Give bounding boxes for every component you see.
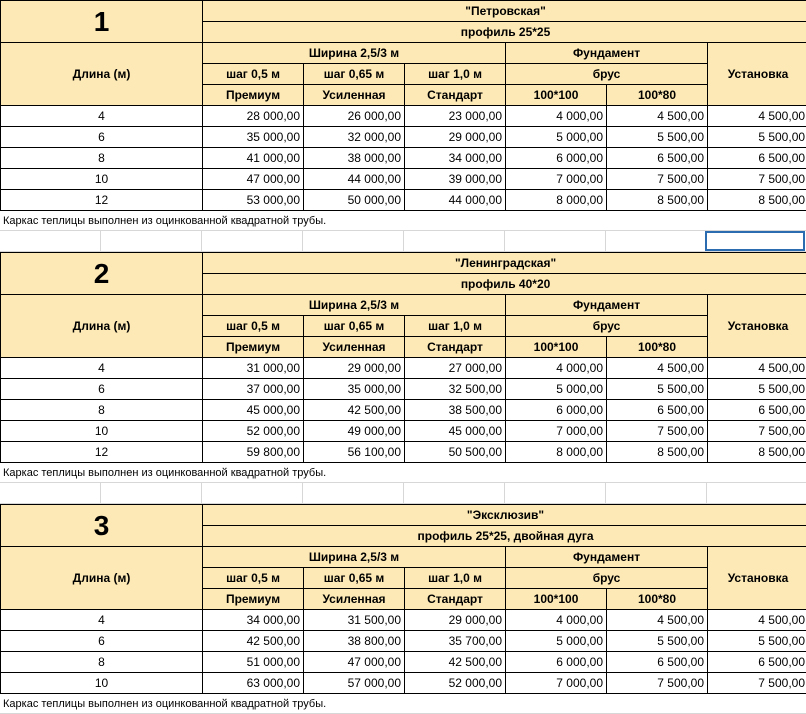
step-header[interactable]: шаг 0,65 м: [304, 64, 405, 85]
price-cell[interactable]: 63 000,00: [203, 673, 304, 694]
price-cell[interactable]: 29 000,00: [405, 610, 506, 631]
price-block-2: [0, 252, 806, 483]
price-cell[interactable]: 5 500,00: [607, 127, 708, 148]
beam-size-header[interactable]: 100*100: [506, 589, 607, 610]
price-cell[interactable]: 50 000,00: [304, 190, 405, 211]
price-cell[interactable]: 6 000,00: [506, 652, 607, 673]
block-note[interactable]: Каркас теплицы выполнен из оцинкованной квадратной трубы.: [0, 463, 806, 483]
price-cell[interactable]: 5 000,00: [506, 127, 607, 148]
grade-header[interactable]: Стандарт: [405, 337, 506, 358]
length-header[interactable]: Длина (м): [1, 547, 203, 610]
length-cell[interactable]: 8: [1, 148, 203, 169]
beam-size-header[interactable]: 100*100: [506, 337, 607, 358]
price-cell[interactable]: 37 000,00: [203, 379, 304, 400]
price-cell[interactable]: 31 000,00: [203, 358, 304, 379]
step-header[interactable]: шаг 1,0 м: [405, 316, 506, 337]
price-cell[interactable]: 6 500,00: [708, 652, 806, 673]
price-cell[interactable]: 8 000,00: [506, 442, 607, 463]
table-row: [1, 610, 806, 631]
price-cell[interactable]: 45 000,00: [405, 421, 506, 442]
table-row: [1, 400, 806, 421]
price-cell[interactable]: 4 500,00: [607, 358, 708, 379]
price-cell[interactable]: 41 000,00: [203, 148, 304, 169]
beam-header[interactable]: брус: [506, 568, 708, 589]
price-cell[interactable]: 44 000,00: [405, 190, 506, 211]
price-cell[interactable]: 6 000,00: [506, 400, 607, 421]
model-name[interactable]: "Эксклюзив": [203, 505, 806, 526]
grade-header[interactable]: Премиум: [203, 337, 304, 358]
price-cell[interactable]: 7 000,00: [506, 169, 607, 190]
price-cell[interactable]: 8 500,00: [607, 190, 708, 211]
price-cell[interactable]: 5 000,00: [506, 379, 607, 400]
price-cell[interactable]: 6 500,00: [607, 400, 708, 421]
price-cell[interactable]: 26 000,00: [304, 106, 405, 127]
length-cell[interactable]: 12: [1, 442, 203, 463]
step-header[interactable]: шаг 0,5 м: [203, 316, 304, 337]
step-header[interactable]: шаг 0,5 м: [203, 568, 304, 589]
price-cell[interactable]: 38 800,00: [304, 631, 405, 652]
price-cell[interactable]: 27 000,00: [405, 358, 506, 379]
length-cell[interactable]: 12: [1, 190, 203, 211]
empty-row[interactable]: [0, 231, 806, 252]
width-header[interactable]: Ширина 2,5/3 м: [203, 547, 506, 568]
price-cell[interactable]: 38 500,00: [405, 400, 506, 421]
price-cell[interactable]: 29 000,00: [405, 127, 506, 148]
table-row: [1, 358, 806, 379]
price-cell[interactable]: 35 000,00: [304, 379, 405, 400]
price-cell[interactable]: 7 000,00: [506, 421, 607, 442]
price-cell[interactable]: 29 000,00: [304, 358, 405, 379]
price-cell[interactable]: 44 000,00: [304, 169, 405, 190]
beam-size-header[interactable]: 100*80: [607, 589, 708, 610]
profile-label[interactable]: профиль 25*25, двойная дуга: [203, 526, 806, 547]
price-cell[interactable]: 4 500,00: [708, 106, 806, 127]
table-row: [1, 106, 806, 127]
beam-size-header[interactable]: 100*80: [607, 85, 708, 106]
price-cell[interactable]: 4 500,00: [708, 610, 806, 631]
price-cell[interactable]: 52 000,00: [405, 673, 506, 694]
price-cell[interactable]: 56 100,00: [304, 442, 405, 463]
table-row: [1, 127, 806, 148]
price-cell[interactable]: 35 000,00: [203, 127, 304, 148]
length-cell[interactable]: 6: [1, 379, 203, 400]
price-cell[interactable]: 7 500,00: [708, 673, 806, 694]
length-cell[interactable]: 4: [1, 358, 203, 379]
block-number[interactable]: 1: [1, 1, 203, 43]
model-name[interactable]: "Ленинградская": [203, 253, 806, 274]
price-cell[interactable]: 6 500,00: [708, 400, 806, 421]
price-cell[interactable]: 4 500,00: [708, 358, 806, 379]
price-cell[interactable]: 8 000,00: [506, 190, 607, 211]
price-cell[interactable]: 5 500,00: [607, 631, 708, 652]
price-cell[interactable]: 6 500,00: [607, 148, 708, 169]
price-cell[interactable]: 31 500,00: [304, 610, 405, 631]
grade-header[interactable]: Усиленная: [304, 589, 405, 610]
grade-header[interactable]: Стандарт: [405, 85, 506, 106]
price-cell[interactable]: 7 500,00: [607, 169, 708, 190]
length-cell[interactable]: 10: [1, 421, 203, 442]
price-cell[interactable]: 4 500,00: [607, 610, 708, 631]
length-cell[interactable]: 4: [1, 106, 203, 127]
beam-header[interactable]: брус: [506, 316, 708, 337]
length-cell[interactable]: 8: [1, 400, 203, 421]
grade-header[interactable]: Стандарт: [405, 589, 506, 610]
install-header[interactable]: Установка: [708, 547, 806, 610]
price-cell[interactable]: 5 500,00: [607, 379, 708, 400]
price-cell[interactable]: 35 700,00: [405, 631, 506, 652]
grade-header[interactable]: Премиум: [203, 589, 304, 610]
price-table: [0, 504, 806, 694]
price-cell[interactable]: 34 000,00: [203, 610, 304, 631]
price-cell[interactable]: 59 800,00: [203, 442, 304, 463]
price-cell[interactable]: 4 000,00: [506, 106, 607, 127]
foundation-header[interactable]: Фундамент: [506, 547, 708, 568]
price-cell[interactable]: 5 500,00: [708, 631, 806, 652]
foundation-header[interactable]: Фундамент: [506, 295, 708, 316]
price-cell[interactable]: 4 500,00: [607, 106, 708, 127]
block-note[interactable]: Каркас теплицы выполнен из оцинкованной квадратной трубы.: [0, 694, 806, 714]
beam-size-header[interactable]: 100*100: [506, 85, 607, 106]
price-cell[interactable]: 52 000,00: [203, 421, 304, 442]
price-cell[interactable]: 47 000,00: [304, 652, 405, 673]
length-cell[interactable]: 10: [1, 673, 203, 694]
grade-header[interactable]: Премиум: [203, 85, 304, 106]
length-header[interactable]: Длина (м): [1, 295, 203, 358]
table-row: [1, 652, 806, 673]
price-cell[interactable]: 32 000,00: [304, 127, 405, 148]
price-cell[interactable]: 42 500,00: [405, 652, 506, 673]
price-cell[interactable]: 34 000,00: [405, 148, 506, 169]
beam-size-header[interactable]: 100*80: [607, 337, 708, 358]
table-row: [1, 442, 806, 463]
install-header[interactable]: Установка: [708, 295, 806, 358]
profile-label[interactable]: профиль 40*20: [203, 274, 806, 295]
price-cell[interactable]: 32 500,00: [405, 379, 506, 400]
block-number[interactable]: 3: [1, 505, 203, 547]
beam-header[interactable]: брус: [506, 64, 708, 85]
length-header[interactable]: Длина (м): [1, 43, 203, 106]
table-row: [1, 379, 806, 400]
model-name[interactable]: "Петровская": [203, 1, 806, 22]
price-cell[interactable]: 7 500,00: [607, 421, 708, 442]
price-cell[interactable]: 23 000,00: [405, 106, 506, 127]
price-cell[interactable]: 6 500,00: [708, 148, 806, 169]
price-cell[interactable]: 8 500,00: [607, 442, 708, 463]
price-cell[interactable]: 5 500,00: [708, 127, 806, 148]
price-cell[interactable]: 42 500,00: [304, 400, 405, 421]
price-cell[interactable]: 6 500,00: [607, 652, 708, 673]
empty-row[interactable]: [0, 483, 806, 504]
table-row: [1, 631, 806, 652]
length-cell[interactable]: 10: [1, 169, 203, 190]
price-block-3: [0, 504, 806, 714]
length-cell[interactable]: 6: [1, 631, 203, 652]
price-cell[interactable]: 5 000,00: [506, 631, 607, 652]
table-row: [1, 673, 806, 694]
price-table: [0, 252, 806, 463]
price-cell[interactable]: 7 000,00: [506, 673, 607, 694]
price-cell[interactable]: 47 000,00: [203, 169, 304, 190]
length-cell[interactable]: 4: [1, 610, 203, 631]
price-cell[interactable]: 7 500,00: [607, 673, 708, 694]
price-cell[interactable]: 6 000,00: [506, 148, 607, 169]
price-cell[interactable]: 49 000,00: [304, 421, 405, 442]
length-cell[interactable]: 8: [1, 652, 203, 673]
grade-header[interactable]: Усиленная: [304, 85, 405, 106]
length-cell[interactable]: 6: [1, 127, 203, 148]
step-header[interactable]: шаг 0,5 м: [203, 64, 304, 85]
block-note[interactable]: Каркас теплицы выполнен из оцинкованной квадратной трубы.: [0, 211, 806, 231]
step-header[interactable]: шаг 1,0 м: [405, 568, 506, 589]
install-header[interactable]: Установка: [708, 43, 806, 106]
profile-label[interactable]: профиль 25*25: [203, 22, 806, 43]
price-cell[interactable]: 50 500,00: [405, 442, 506, 463]
price-cell[interactable]: 8 500,00: [708, 190, 806, 211]
grade-header[interactable]: Усиленная: [304, 337, 405, 358]
step-header[interactable]: шаг 0,65 м: [304, 568, 405, 589]
price-cell[interactable]: 42 500,00: [203, 631, 304, 652]
price-cell[interactable]: 5 500,00: [708, 379, 806, 400]
block-number[interactable]: 2: [1, 253, 203, 295]
price-cell[interactable]: 53 000,00: [203, 190, 304, 211]
width-header[interactable]: Ширина 2,5/3 м: [203, 43, 506, 64]
price-cell[interactable]: 4 000,00: [506, 358, 607, 379]
width-header[interactable]: Ширина 2,5/3 м: [203, 295, 506, 316]
price-cell[interactable]: 51 000,00: [203, 652, 304, 673]
table-row: [1, 148, 806, 169]
price-cell[interactable]: 7 500,00: [708, 169, 806, 190]
step-header[interactable]: шаг 1,0 м: [405, 64, 506, 85]
price-cell[interactable]: 39 000,00: [405, 169, 506, 190]
price-cell[interactable]: 28 000,00: [203, 106, 304, 127]
price-cell[interactable]: 8 500,00: [708, 442, 806, 463]
price-cell[interactable]: 38 000,00: [304, 148, 405, 169]
table-row: [1, 169, 806, 190]
price-cell[interactable]: 45 000,00: [203, 400, 304, 421]
price-cell[interactable]: 4 000,00: [506, 610, 607, 631]
step-header[interactable]: шаг 0,65 м: [304, 316, 405, 337]
foundation-header[interactable]: Фундамент: [506, 43, 708, 64]
price-cell[interactable]: 7 500,00: [708, 421, 806, 442]
price-block-1: [0, 0, 806, 231]
table-row: [1, 190, 806, 211]
price-cell[interactable]: 57 000,00: [304, 673, 405, 694]
selected-cell[interactable]: [705, 231, 805, 251]
price-table: [0, 0, 806, 211]
table-row: [1, 421, 806, 442]
